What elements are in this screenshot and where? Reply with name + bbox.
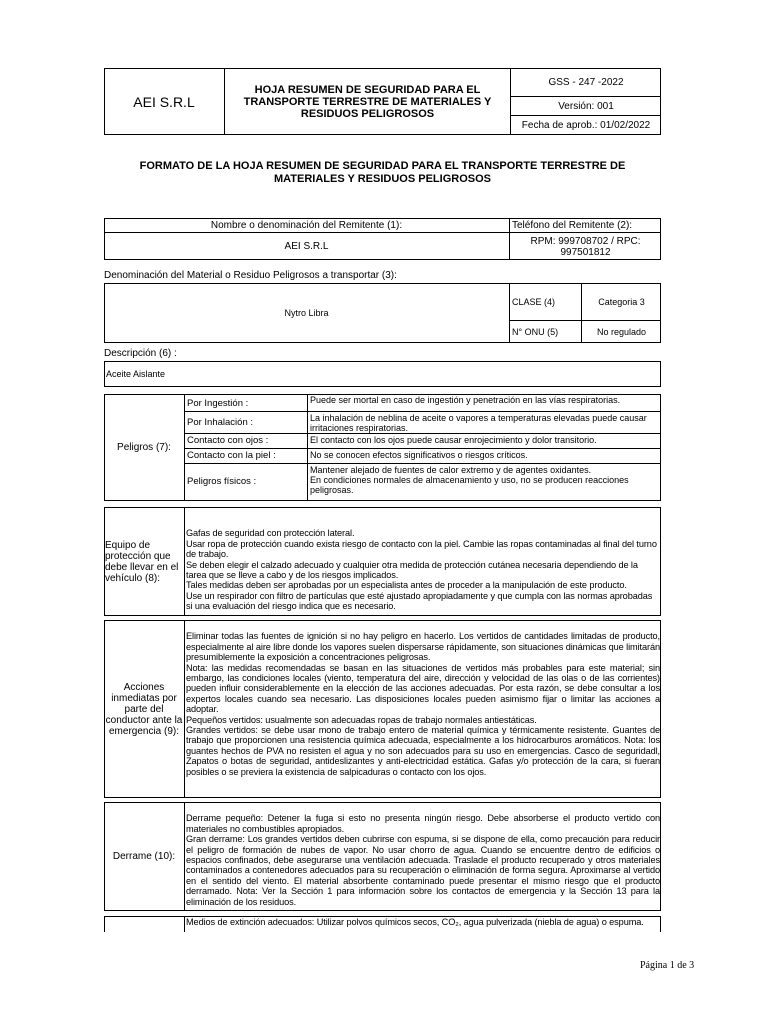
hazard-ingestion-label: Por Ingestión : xyxy=(187,398,249,409)
fire-label-cell xyxy=(104,916,185,932)
sender-phone-label xyxy=(510,218,661,233)
hazard-row-text xyxy=(308,394,661,412)
description-label-text: Descripción (6) : xyxy=(104,348,177,359)
company-name-text: AEI S.R.L xyxy=(133,93,195,110)
hazard-row-text xyxy=(308,464,661,501)
document-version xyxy=(511,97,661,116)
document-version-text: Versión: 001 xyxy=(558,100,614,112)
hazard-row-text xyxy=(308,412,661,434)
sender-name-value-text: AEI S.R.L xyxy=(284,241,329,252)
onu-label xyxy=(510,321,582,343)
sender-name-label-text: Nombre o denominación del Remitente (1): xyxy=(210,219,403,231)
hazard-eyes-label: Contacto con ojos : xyxy=(187,435,269,446)
spill-text-content: Derrame pequeño: Detener la fuga si esto no presenta ningún riesgo. Debe absorberse el producto vertido con materiales no combustibles apropiados. Gran derrame: Los grandes vertidos deben cubrirse con espuma, si se dispone de ella, como precaución para reducir el peligro de formación de nubes de vapor. No usar chorro de agua. Cuando se encuentre dentro de edificios o espacios confinados, debe asegurarse una ventilación adecuada. Traslade el producto recuperado y otros materiales contaminados a contenedores adecuados para su recuperación o eliminación de forma segura. Aproximarse al vertido en el sentido del viento. El material absorbente contaminado puede presentar el mismo riesgo que el producto derramado. Nota: Ver la Sección 1 para información sobre los contactos de emergencia y la Sección 13 para la eliminación de los residuos. xyxy=(186,813,660,907)
onu-value-text: No regulado xyxy=(596,327,647,337)
sender-phone-value xyxy=(510,233,661,260)
page-number-text: Página 1 de 3 xyxy=(640,960,695,971)
description-value: Aceite Aislante xyxy=(106,369,166,379)
hazard-row-label xyxy=(185,449,308,464)
hazard-skin-text: No se conocen efectos significativos o riesgos críticos. xyxy=(310,450,528,460)
sender-name-label xyxy=(104,218,510,233)
hazard-physical-text: Mantener alejado de fuentes de calor extremo y de agentes oxidantes. En condiciones normales de almacenamiento y uso, no se producen reacciones peligrosas. xyxy=(310,465,629,495)
document-code xyxy=(511,68,661,97)
hazard-eyes-text: El contacto con los ojos puede causar enrojecimiento y dolor transitorio. xyxy=(310,435,597,445)
hazard-row-label xyxy=(185,412,308,434)
form-title-line-2: MATERIALES Y RESIDUOS PELIGROSOS xyxy=(274,173,491,185)
sender-phone-line-1: RPM: 999708702 / RPC: xyxy=(530,235,641,247)
hazard-inhalation-text: La inhalación de neblina de aceite o vapores a temperaturas elevadas puede causar irritaciones respiratorias. xyxy=(310,413,647,433)
fire-text xyxy=(186,917,660,932)
approval-date-text: Fecha de aprob.: 01/02/2022 xyxy=(521,120,651,131)
document-code-text: GSS - 247 -2022 xyxy=(548,76,624,88)
hazard-physical-label: Peligros físicos : xyxy=(187,476,257,487)
material-label-text: Denominación del Material o Residuo Peligrosos a transportar (3): xyxy=(104,270,397,281)
form-title xyxy=(104,160,661,186)
class-label-text: CLASE (4) xyxy=(512,296,556,307)
hazard-inhalation-label: Por Inhalación : xyxy=(187,417,254,428)
spill-label xyxy=(104,802,185,911)
material-name xyxy=(104,283,510,343)
spill-label-text: Derrame (10): xyxy=(112,851,176,862)
spill-text xyxy=(186,803,660,910)
hazard-row-label xyxy=(185,394,308,412)
page-number xyxy=(640,960,740,971)
class-value xyxy=(582,283,661,321)
company-name xyxy=(104,68,225,135)
document-title-line-1: HOJA RESUMEN DE SEGURIDAD PARA EL xyxy=(254,83,481,96)
approval-date xyxy=(511,116,661,135)
actions-text xyxy=(186,621,660,797)
equipment-text xyxy=(186,518,660,614)
hazard-row-label xyxy=(185,434,308,449)
document-title-line-3: RESIDUOS PELIGROSOS xyxy=(300,107,435,120)
onu-value xyxy=(582,321,661,343)
hazard-row-text xyxy=(308,434,661,449)
material-name-text: Nytro Libra xyxy=(284,308,329,318)
material-label xyxy=(104,270,661,281)
description-label xyxy=(104,348,404,359)
hazards-label xyxy=(104,394,185,501)
equipment-text-content: Gafas de seguridad con protección lateral. Usar ropa de protección cuando exista riesgo de contacto con la piel. Cambie las ropas contaminadas al final del turno de trabajo. Se deben elegir el calzado adecuado y cualquier otra medida de protección cutánea necesaria dependiendo de la tarea que se lleve a cabo y de los riesgos implicados. Tales medidas deben ser aprobadas por un especialista antes de proceder a la manipulación de este producto. Use un respirador con filtro de partículas que esté ajustado apropiadamente y que cumpla con las normas aprobadas si una evaluación del riesgo indica que es necesario. xyxy=(186,528,657,612)
document-title-line-2: TRANSPORTE TERRESTRE DE MATERIALES Y xyxy=(243,95,492,108)
fire-text-content: Medios de extinción adecuados: Utilizar polvos químicos secos, CO₂, agua pulverizada (niebla de agua) o espuma. xyxy=(186,917,644,927)
actions-text-content: Eliminar todas las fuentes de ignición si no hay peligro en hacerlo. Los vertidos de cantidades limitadas de producto, especialmente al aire libre donde los vapores suelen dispersarse rápidamente, son situaciones dinámicas que limitarán presumiblemente la exposición a concentraciones peligrosas. Nota: las medidas recomendadas se basan en las situaciones de vertidos más probables para este material; sin embargo, las condiciones locales (viento, temperatura del aire, dirección y velocidad de las olas o de las corrientes) pueden influir considerablemente en la elección de las acciones adecuadas. Por esta razón, se debe consultar a los expertos locales cuando sea necesario. Las disposiciones locales pueden asimismo fijar o limitar las acciones a adoptar. Pequeños vertidos: usualmente son adecuadas ropas de trabajo normales antiestáticas. Grandes vertidos: se debe usar mono de trabajo entero de material química y térmicamente resistente. Guantes de trabajo que proporcionen una resistencia química adecuada, especialmente a los hidrocarburos aromáticos. Nota: los guantes hechos de PVA no resisten el agua y no son adecuados para su uso en emergencias. Casco de seguridadl, Zapatos o botas de seguridad, antideslizantes y anti-electricidad estática. Gafas y/o protección de la cara, si fueran posibles o se previera la existencia de salpicaduras o contacto con los ojos. xyxy=(186,631,660,777)
hazard-row-label xyxy=(185,464,308,501)
form-title-line-1: FORMATO DE LA HOJA RESUMEN DE SEGURIDAD PARA EL TRANSPORTE TERRESTRE DE xyxy=(139,160,626,172)
sender-phone-line-2: 997501812 xyxy=(560,246,611,258)
actions-label xyxy=(104,620,185,798)
sender-name-value xyxy=(104,233,510,260)
class-label xyxy=(510,283,582,321)
hazard-row-text xyxy=(308,449,661,464)
onu-label-text: N° ONU (5) xyxy=(512,327,559,337)
hazards-label-text: Peligros (7): xyxy=(117,442,171,453)
hazard-skin-label: Contacto con la piel : xyxy=(187,450,276,461)
equipment-label-text: Equipo de protección que debe llevar en el vehículo (8): xyxy=(105,539,179,584)
description-box xyxy=(104,361,661,387)
actions-label-text: Acciones inmediatas por parte del conductor ante la emergencia (9): xyxy=(105,681,183,737)
class-value-text: Categoria 3 xyxy=(598,296,645,307)
document-title xyxy=(225,68,511,135)
hazard-ingestion-text: Puede ser mortal en caso de ingestión y penetración en las vías respiratorias. xyxy=(310,395,621,405)
sender-phone-label-text: Teléfono del Remitente (2): xyxy=(512,220,633,231)
equipment-label xyxy=(104,507,185,616)
